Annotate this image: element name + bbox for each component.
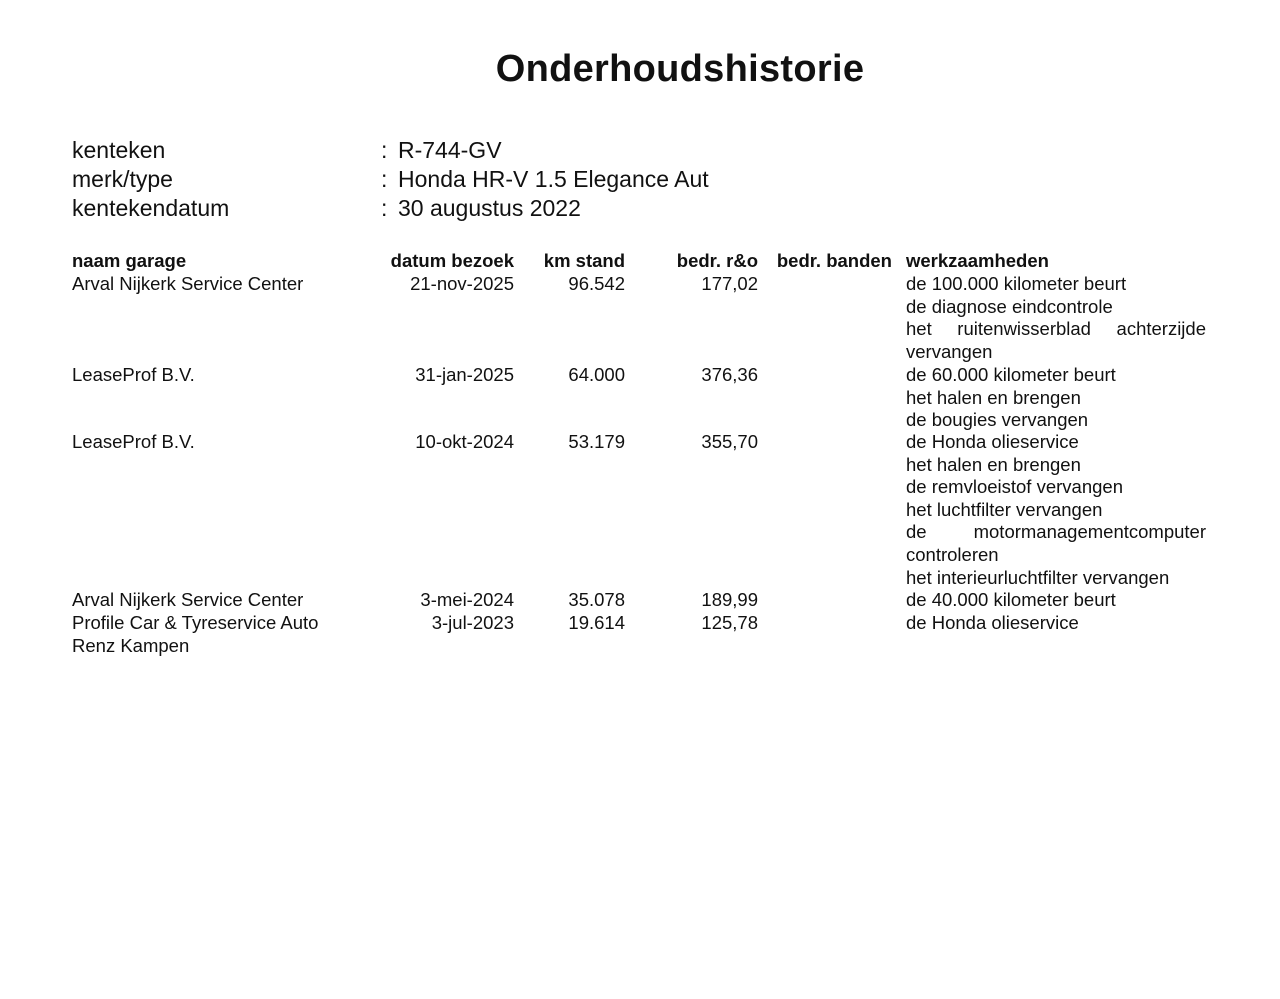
garage-name: Arval Nijkerk Service Center <box>72 273 304 294</box>
plate-separator: : <box>381 137 388 163</box>
work-item: de 40.000 kilometer beurt <box>906 589 1116 610</box>
work-item: het interieurluchtfilter vervangen <box>906 566 1170 588</box>
plate-label: kenteken <box>72 137 166 163</box>
work-item: het luchtfilter vervangen <box>906 498 1103 520</box>
header-date: datum bezoek <box>390 250 514 271</box>
ro-amount: 125,78 <box>701 612 758 633</box>
visit-date: 21-nov-2025 <box>410 273 514 294</box>
make-value: Honda HR-V 1.5 Elegance Aut <box>398 166 709 192</box>
garage-name: Profile Car & Tyreservice Auto Renz Kampen <box>72 612 319 656</box>
work-item: de motormanagementcomputer <box>906 521 1206 543</box>
table-row <box>72 612 1212 658</box>
work-item: de 60.000 kilometer beurt <box>906 364 1116 385</box>
make-separator: : <box>381 166 388 192</box>
work-list <box>906 612 1206 635</box>
header-ro-amount: bedr. r&o <box>676 250 758 271</box>
header-garage: naam garage <box>72 250 187 271</box>
visit-date: 10-okt-2024 <box>415 431 514 452</box>
ro-amount: 189,99 <box>701 589 758 610</box>
ro-amount: 177,02 <box>701 273 758 294</box>
mileage: 35.078 <box>568 589 625 610</box>
maintenance-history-table <box>72 250 1212 658</box>
work-list <box>906 589 1206 612</box>
garage-name: LeaseProf B.V. <box>72 431 195 452</box>
visit-date: 31-jan-2025 <box>415 364 514 385</box>
mileage: 53.179 <box>568 431 625 452</box>
header-tyres-amount: bedr. banden <box>776 250 892 271</box>
header-km: km stand <box>543 250 625 271</box>
regdate-value: 30 augustus 2022 <box>398 195 581 221</box>
mileage: 64.000 <box>568 364 625 385</box>
visit-date: 3-jul-2023 <box>431 612 514 633</box>
work-item: de Honda olieservice <box>906 431 1079 452</box>
work-item: het halen en brengen <box>906 453 1081 475</box>
regdate-separator: : <box>381 195 388 221</box>
ro-amount: 376,36 <box>701 364 758 385</box>
visit-date: 3-mei-2024 <box>420 589 514 610</box>
page-title: Onderhoudshistorie <box>495 48 865 90</box>
table-header <box>72 250 1212 273</box>
work-item: de bougies vervangen <box>906 409 1089 431</box>
work-list <box>906 364 1206 432</box>
work-item: de diagnose eindcontrole <box>906 295 1113 317</box>
garage-name: LeaseProf B.V. <box>72 364 195 385</box>
table-row <box>72 273 1212 364</box>
work-list <box>906 273 1206 363</box>
ro-amount: 355,70 <box>701 431 758 452</box>
work-item: de 100.000 kilometer beurt <box>906 273 1127 294</box>
make-label: merk/type <box>72 166 173 192</box>
work-item: controleren <box>906 543 999 565</box>
work-item: de remvloeistof vervangen <box>906 476 1123 498</box>
regdate-label: kentekendatum <box>72 195 230 221</box>
mileage: 19.614 <box>568 612 625 633</box>
table-row <box>72 364 1212 431</box>
mileage: 96.542 <box>568 273 625 294</box>
garage-name: Arval Nijkerk Service Center <box>72 589 304 610</box>
table-row <box>72 431 1212 589</box>
work-item: de Honda olieservice <box>906 612 1079 633</box>
header-work: werkzaamheden <box>906 250 1049 271</box>
work-item: vervangen <box>906 340 993 362</box>
work-item: het halen en brengen <box>906 386 1081 408</box>
work-list <box>906 431 1206 589</box>
work-item: het ruitenwisserblad achterzijde <box>906 318 1206 340</box>
table-row <box>72 589 1212 612</box>
plate-value: R-744-GV <box>398 137 502 163</box>
